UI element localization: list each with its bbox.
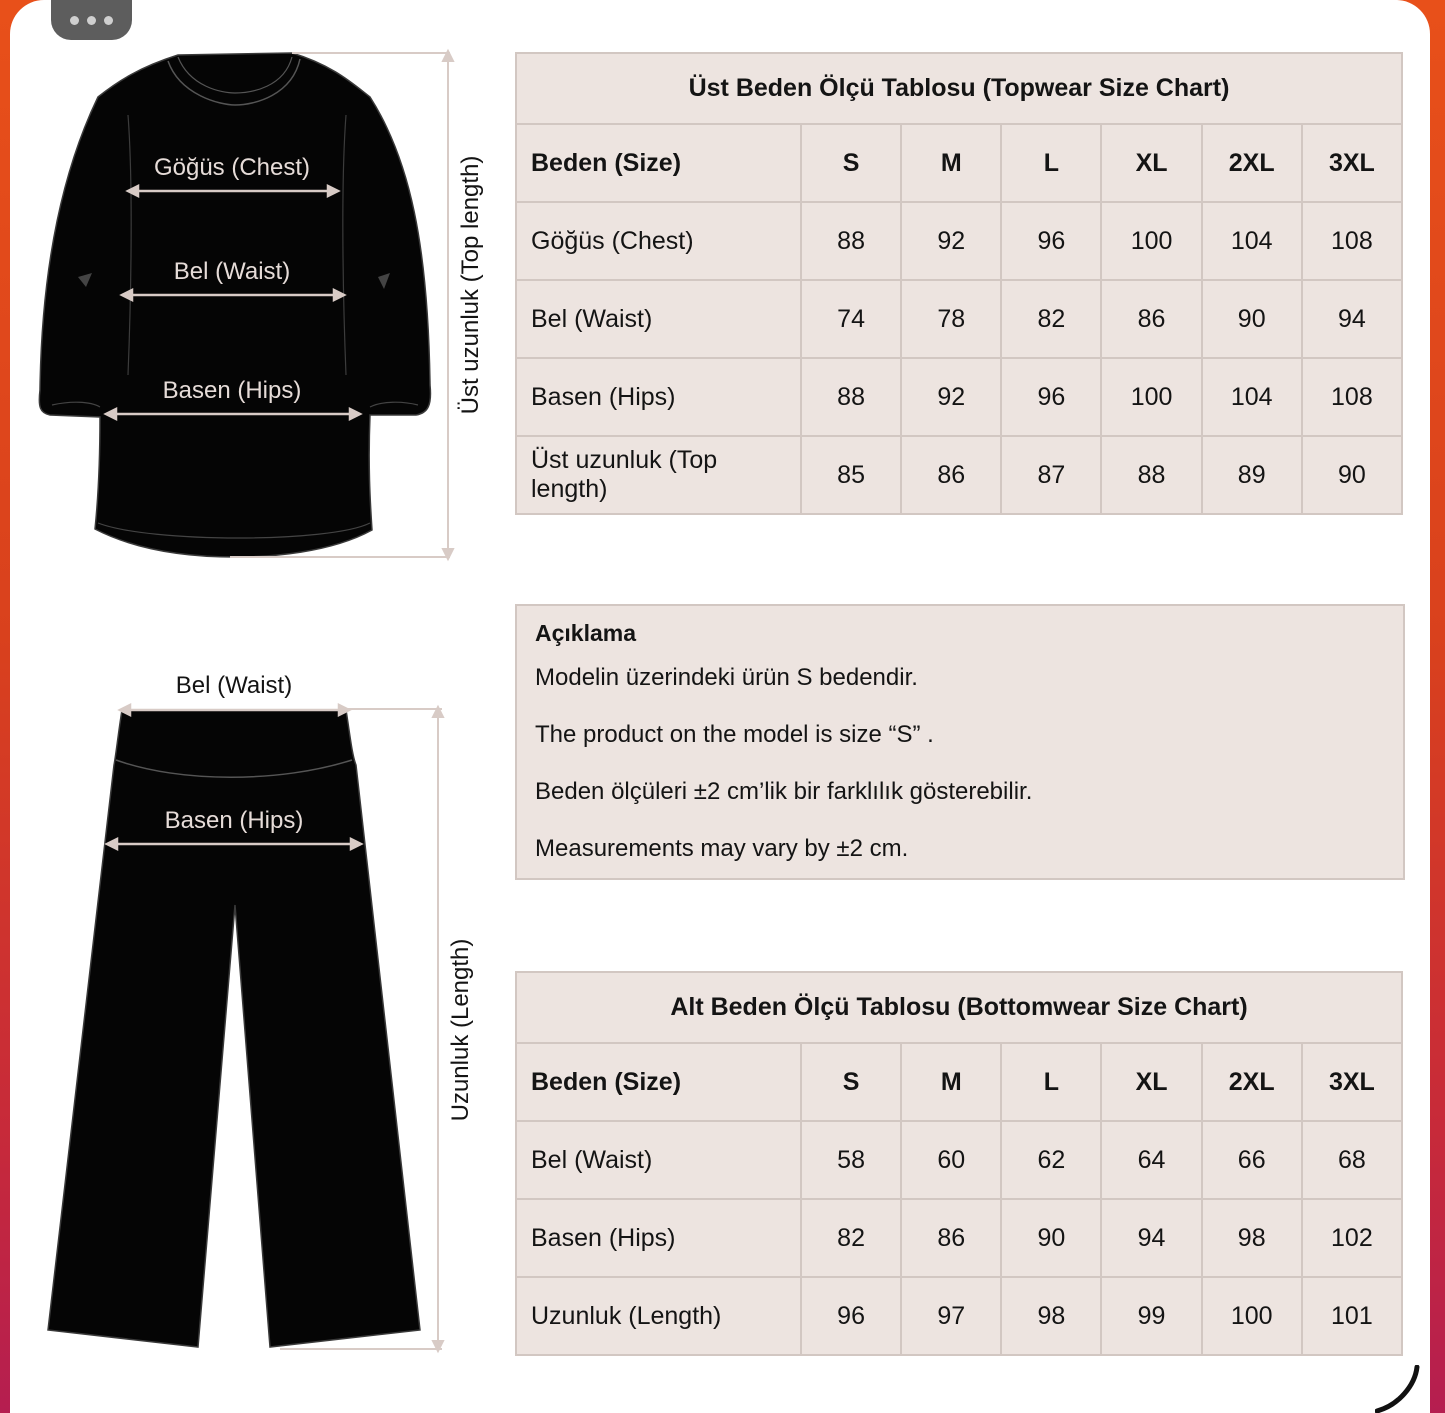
row-label: Basen (Hips) xyxy=(516,358,801,436)
top-shirt-shape xyxy=(39,53,430,557)
size-header: 2XL xyxy=(1202,124,1302,202)
size-header: 3XL xyxy=(1302,1043,1402,1121)
table-cell: 86 xyxy=(901,1199,1001,1277)
pants-shape xyxy=(48,710,420,1347)
table-cell: 62 xyxy=(1001,1121,1101,1199)
table-cell: 90 xyxy=(1202,280,1302,358)
dot-icon xyxy=(87,16,96,25)
table-cell: 97 xyxy=(901,1277,1001,1355)
row-label: Uzunluk (Length) xyxy=(516,1277,801,1355)
table-cell: 96 xyxy=(801,1277,901,1355)
table-row xyxy=(516,280,1402,358)
size-header: M xyxy=(901,1043,1001,1121)
row-label: Bel (Waist) xyxy=(516,280,801,358)
hips-label: Basen (Hips) xyxy=(162,377,302,404)
description-line: The product on the model is size “S” . xyxy=(535,721,934,748)
table-cell: 92 xyxy=(901,202,1001,280)
table-cell: 101 xyxy=(1302,1277,1402,1355)
dot-icon xyxy=(70,16,79,25)
description-line: Measurements may vary by ±2 cm. xyxy=(535,835,909,862)
table-cell: 82 xyxy=(1001,280,1101,358)
table-cell: 96 xyxy=(1001,358,1101,436)
table-row xyxy=(516,1121,1402,1199)
size-header: XL xyxy=(1101,124,1201,202)
description-line: Beden ölçüleri ±2 cm’lik bir farklılık gösterebilir. xyxy=(535,778,1033,805)
waist-label: Bel (Waist) xyxy=(173,258,291,285)
more-options-button[interactable] xyxy=(51,0,132,40)
table-cell: 88 xyxy=(801,202,901,280)
table-cell: 68 xyxy=(1302,1121,1402,1199)
size-header: S xyxy=(801,1043,901,1121)
table-row xyxy=(516,436,1402,514)
dot-icon xyxy=(104,16,113,25)
row-label: Bel (Waist) xyxy=(516,1121,801,1199)
table-row xyxy=(516,202,1402,280)
topwear-table-title: Üst Beden Ölçü Tablosu (Topwear Size Chart) xyxy=(516,53,1402,124)
table-cell: 64 xyxy=(1101,1121,1201,1199)
size-header: XL xyxy=(1101,1043,1201,1121)
table-cell: 86 xyxy=(901,436,1001,514)
pants-waist-label: Bel (Waist) xyxy=(175,672,293,699)
bottom-garment-illustration xyxy=(30,665,500,1365)
row-label: Göğüs (Chest) xyxy=(516,202,801,280)
description-line: Modelin üzerindeki ürün S bedendir. xyxy=(535,664,918,691)
pants-length-label: Uzunluk (Length) xyxy=(447,938,474,1122)
table-cell: 99 xyxy=(1101,1277,1201,1355)
table-cell: 108 xyxy=(1302,358,1402,436)
table-cell: 87 xyxy=(1001,436,1101,514)
table-cell: 92 xyxy=(901,358,1001,436)
table-cell: 85 xyxy=(801,436,901,514)
table-row xyxy=(516,1199,1402,1277)
table-cell: 94 xyxy=(1101,1199,1201,1277)
table-cell: 60 xyxy=(901,1121,1001,1199)
table-cell: 89 xyxy=(1202,436,1302,514)
table-cell: 90 xyxy=(1302,436,1402,514)
table-cell: 104 xyxy=(1202,202,1302,280)
table-cell: 94 xyxy=(1302,280,1402,358)
table-cell: 98 xyxy=(1001,1277,1101,1355)
chest-label: Göğüs (Chest) xyxy=(153,154,311,181)
description-title: Açıklama xyxy=(535,620,637,646)
table-cell: 102 xyxy=(1302,1199,1402,1277)
topwear-size-table xyxy=(515,52,1403,515)
size-header: M xyxy=(901,124,1001,202)
table-cell: 88 xyxy=(801,358,901,436)
table-cell: 74 xyxy=(801,280,901,358)
bottomwear-size-table xyxy=(515,971,1403,1356)
size-header-label: Beden (Size) xyxy=(516,1043,801,1121)
description-box xyxy=(515,604,1405,880)
top-garment-illustration xyxy=(30,45,500,565)
size-header: 2XL xyxy=(1202,1043,1302,1121)
table-cell: 104 xyxy=(1202,358,1302,436)
row-label: Basen (Hips) xyxy=(516,1199,801,1277)
table-cell: 100 xyxy=(1101,358,1201,436)
size-header-label: Beden (Size) xyxy=(516,124,801,202)
table-cell: 58 xyxy=(801,1121,901,1199)
table-cell: 108 xyxy=(1302,202,1402,280)
resize-handle-icon[interactable] xyxy=(1375,1365,1425,1413)
table-row xyxy=(516,358,1402,436)
table-cell: 96 xyxy=(1001,202,1101,280)
table-cell: 90 xyxy=(1001,1199,1101,1277)
pants-hips-label: Basen (Hips) xyxy=(164,807,304,834)
table-cell: 78 xyxy=(901,280,1001,358)
table-cell: 98 xyxy=(1202,1199,1302,1277)
table-cell: 100 xyxy=(1202,1277,1302,1355)
table-cell: 66 xyxy=(1202,1121,1302,1199)
row-label: Üst uzunluk (Top length) xyxy=(516,436,801,514)
top-length-label: Üst uzunluk (Top length) xyxy=(457,155,484,415)
size-header: L xyxy=(1001,124,1101,202)
size-header: L xyxy=(1001,1043,1101,1121)
size-header: S xyxy=(801,124,901,202)
bottomwear-table-title: Alt Beden Ölçü Tablosu (Bottomwear Size Chart) xyxy=(516,972,1402,1043)
table-cell: 100 xyxy=(1101,202,1201,280)
size-header: 3XL xyxy=(1302,124,1402,202)
table-cell: 82 xyxy=(801,1199,901,1277)
table-cell: 86 xyxy=(1101,280,1201,358)
table-header-row xyxy=(516,1043,1402,1121)
table-header-row xyxy=(516,124,1402,202)
table-row xyxy=(516,1277,1402,1355)
table-cell: 88 xyxy=(1101,436,1201,514)
